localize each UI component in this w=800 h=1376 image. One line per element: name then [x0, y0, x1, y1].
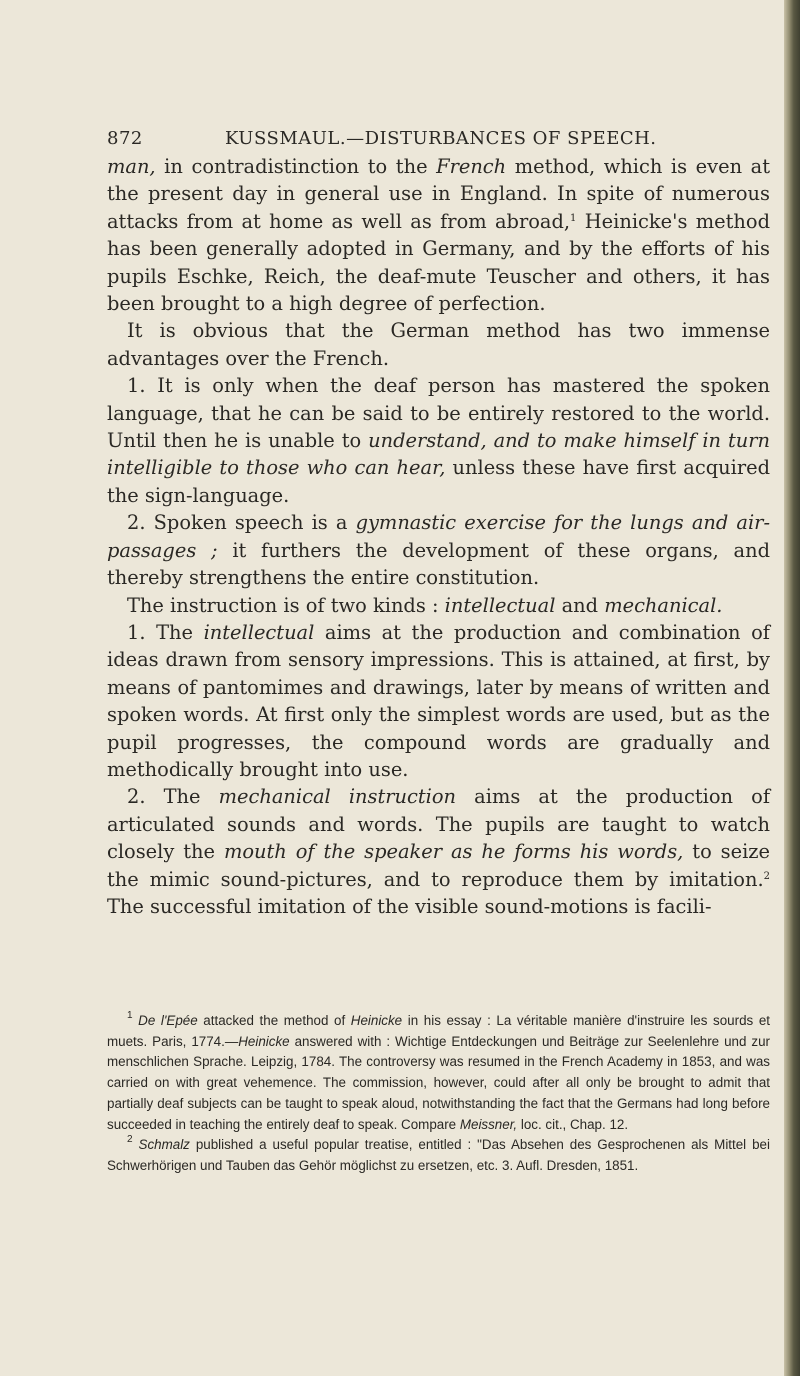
- text-run: to seize the mimic sound-pictures, and to reproduce them by imitation.: [107, 840, 770, 891]
- footnote-1: [107, 1011, 770, 1135]
- italic-text: Schmalz: [138, 1137, 190, 1153]
- text-run: in contradistinction to the: [155, 155, 437, 178]
- book-spine-edge: [784, 0, 800, 1376]
- text-run: it furthers the development of these organs, and thereby strengthens the entire constitution.: [107, 538, 770, 590]
- text-run: 1. It is only when the deaf person has mastered the spoken language, that he can be said to be entirely restored to the world. Until then he is unable to: [107, 374, 770, 453]
- italic-text: Heinicke: [350, 1013, 403, 1028]
- text-run: published a useful popular treatise, entitled : "Das Absehen des Gesprochenen als Mittel bei Schwerhörigen und Tauben das Gehör möglichst zu ersetzen, etc. 3. Aufl. Dresden, 1851.: [107, 1137, 770, 1173]
- italic-text: mouth of the speaker as he forms his words,: [223, 840, 684, 864]
- italic-text: Heinicke: [238, 1033, 290, 1049]
- text-run: loc. cit., Chap. 12.: [517, 1116, 629, 1132]
- main-text: [107, 153, 770, 920]
- paragraph-7: [107, 783, 770, 920]
- italic-text: De l'Epée: [138, 1013, 198, 1028]
- paragraph-3: [107, 372, 770, 509]
- paragraph-1: [107, 153, 770, 317]
- text-run: attacked the method of: [197, 1013, 351, 1028]
- paragraph-2: It is obvious that the German method has two immense advantages over the French.: [107, 319, 770, 370]
- footnotes: [107, 1011, 770, 1177]
- footnote-ref[interactable]: 2: [763, 870, 770, 882]
- footnote-mark: 1: [127, 1010, 133, 1021]
- paragraph-5: [107, 592, 770, 619]
- text-run: in his essay : La véritable manière d'instruire les sourds et muets. Paris, 1774.—: [107, 1013, 770, 1049]
- paragraph-6: [107, 619, 770, 783]
- italic-text: intellectual: [444, 593, 556, 617]
- italic-text: intellectual: [203, 620, 315, 644]
- page-number: 872: [107, 128, 143, 149]
- paragraph-4: [107, 509, 770, 591]
- text-run: aims at the production and combination of ideas drawn from sensory impressions. This is attained, at first, by means of pantomimes and drawings, later by means of written and spoken words. At first only the simplest words are used, but as the pupil progresses, the compound words are gradually and methodically brought into use.: [107, 620, 770, 781]
- footnote-2: [107, 1135, 770, 1176]
- text-run: and: [555, 593, 605, 617]
- text-run: The instruction is of two kinds :: [127, 593, 445, 617]
- text-run: 1. The: [127, 620, 204, 644]
- footnote-mark: 2: [127, 1134, 133, 1146]
- text-run: aims at the production of articulated sounds and words. The pupils are taught to watch closely the: [107, 785, 770, 864]
- italic-text: French: [436, 155, 507, 178]
- text-run: Heinicke's method has been generally adopted in Germany, and by the efforts of his pupils Eschke, Reich, the deaf-mute Teuscher and others, it has been brought to a high degree of perfection.: [107, 209, 771, 316]
- italic-text: man,: [107, 155, 156, 178]
- text-run: 2. The: [127, 785, 219, 809]
- running-title: KUSSMAUL.—DISTURBANCES OF SPEECH.: [225, 128, 657, 149]
- text-run: The successful imitation of the visible sound-motions is facili-: [107, 894, 712, 918]
- text-run: answered with : Wichtige Entdeckungen und Beiträge zur Seelenlehre und zur menschlichen Sprache. Leipzig, 1784. The controversy was resumed in the French Academy in 1853, and was carried on with great vehemence. The commission, however, could after all only be brought to admit that partially deaf subjects can be taught to speak aloud, notwithstanding the fact that the Germans had long before succeeded in teaching the entirely deaf to speak. Compare: [107, 1033, 770, 1132]
- italic-text: understand, and to make himself in turn intelligible to those who can hear,: [107, 429, 771, 480]
- text-run: 2. Spoken speech is a: [127, 511, 356, 535]
- footnote-ref[interactable]: 1: [570, 212, 577, 224]
- text-run: unless these have first acquired the sign-language.: [107, 456, 770, 507]
- italic-text: gymnastic exercise for the lungs and air-passages ;: [107, 511, 770, 562]
- italic-text: Meissner,: [459, 1116, 518, 1132]
- italic-text: mechanical instruction: [218, 785, 457, 809]
- italic-text: mechanical.: [604, 593, 723, 617]
- text-run: method, which is even at the present day in general use in England. In spite of numerous attacks from at home as well as from abroad,: [107, 155, 770, 233]
